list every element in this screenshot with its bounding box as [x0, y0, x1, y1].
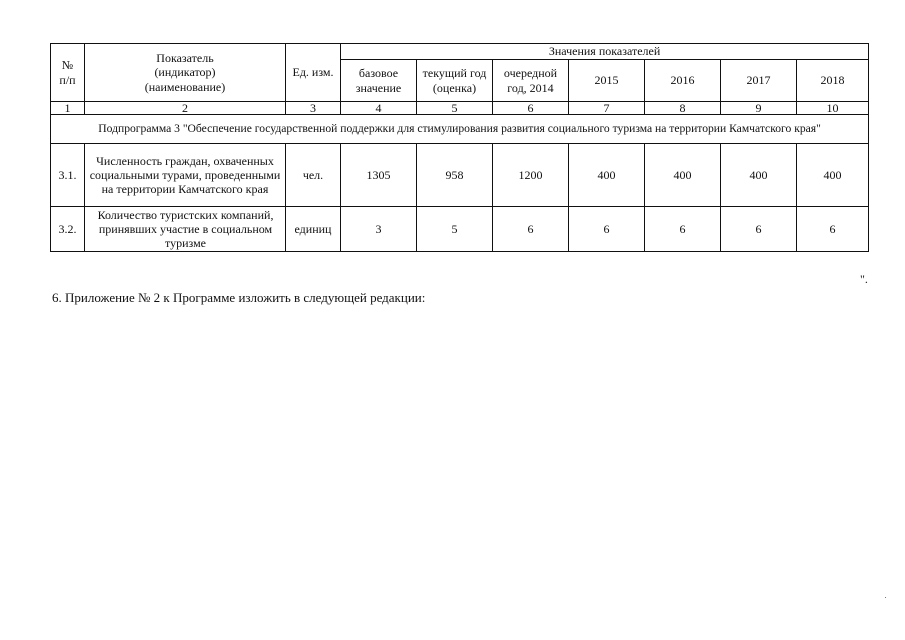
column-number: 9: [721, 102, 797, 115]
column-number: 6: [493, 102, 569, 115]
column-numbers-row: [51, 102, 869, 115]
header-row-1: [51, 44, 869, 60]
row-value-current: 5: [417, 207, 493, 252]
paragraph-text: 6. Приложение № 2 к Программе изложить в следующей редакции:: [52, 290, 426, 305]
column-number: 2: [85, 102, 286, 115]
table-row: [51, 144, 869, 207]
header-2015: 2015: [569, 60, 645, 102]
subprogram-title: Подпрограмма 3 "Обеспечение государственной поддержки для стимулирования развития социального туризма на территории Камчатского края": [51, 115, 869, 144]
row-value-2016: 400: [645, 144, 721, 207]
column-number: 1: [51, 102, 85, 115]
row-value-2017: 400: [721, 144, 797, 207]
header-2018: 2018: [797, 60, 869, 102]
header-next: очередной год, 2014: [493, 60, 569, 102]
row-value-current: 958: [417, 144, 493, 207]
header-2017: 2017: [721, 60, 797, 102]
row-value-2015: 6: [569, 207, 645, 252]
table-row: [51, 207, 869, 252]
header-current: текущий год (оценка): [417, 60, 493, 102]
header-unit: Ед. изм.: [286, 44, 341, 102]
header-indicator: Показатель (индикатор) (наименование): [85, 44, 286, 102]
row-value-next: 1200: [493, 144, 569, 207]
column-number: 3: [286, 102, 341, 115]
row-value-2016: 6: [645, 207, 721, 252]
row-value-2018: 6: [797, 207, 869, 252]
row-indicator-name: Количество туристских компаний, принявших участие в социальном туризме: [85, 207, 286, 252]
row-indicator-name: Численность граждан, охваченных социальными турами, проведенными на территории Камчатского края: [85, 144, 286, 207]
row-value-base: 3: [341, 207, 417, 252]
row-value-2018: 400: [797, 144, 869, 207]
header-values-group: Значения показателей: [341, 44, 869, 60]
row-num: 3.2.: [51, 207, 85, 252]
row-value-next: 6: [493, 207, 569, 252]
indicators-table: [50, 43, 869, 252]
row-unit: единиц: [286, 207, 341, 252]
header-num: № п/п: [51, 44, 85, 102]
subprogram-row: [51, 115, 869, 144]
column-number: 10: [797, 102, 869, 115]
header-base: базовое значение: [341, 60, 417, 102]
row-value-2015: 400: [569, 144, 645, 207]
row-num: 3.1.: [51, 144, 85, 207]
row-value-base: 1305: [341, 144, 417, 207]
row-value-2017: 6: [721, 207, 797, 252]
row-unit: чел.: [286, 144, 341, 207]
column-number: 4: [341, 102, 417, 115]
scan-speck: [885, 597, 886, 598]
column-number: 5: [417, 102, 493, 115]
header-2016: 2016: [645, 60, 721, 102]
column-number: 8: [645, 102, 721, 115]
closing-quote: ".: [860, 272, 868, 286]
column-number: 7: [569, 102, 645, 115]
